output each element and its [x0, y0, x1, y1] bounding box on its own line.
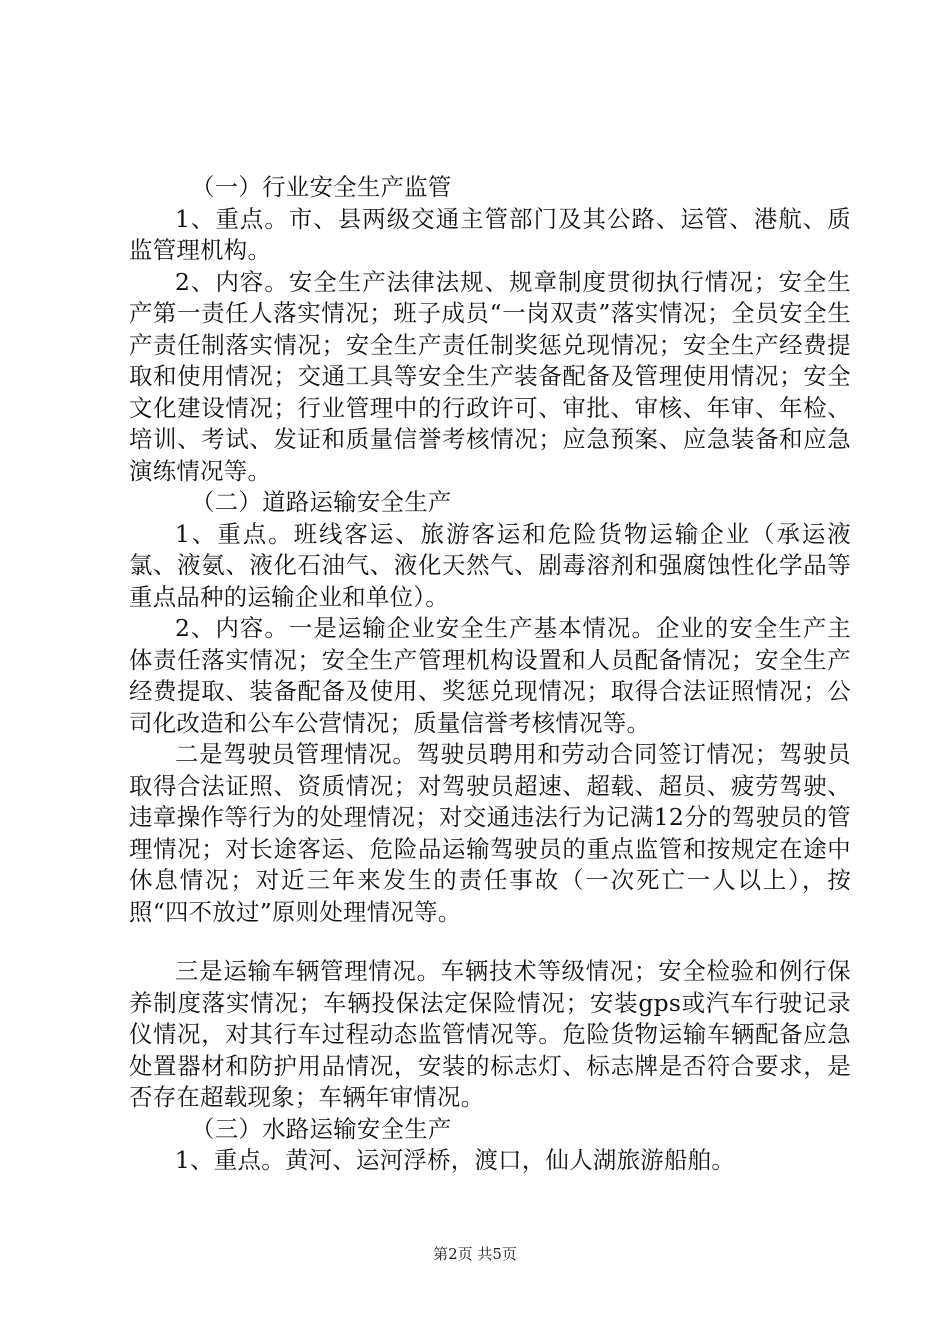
document-body — [129, 172, 851, 1177]
paragraph-content-road-enterprise: 2、内容。一是运输企业安全生产基本情况。企业的安全生产主体责任落实情况；安全生产管理机构设置和人员配备情况；安全生产经费提取、装备配备及使用、奖惩兑现情况；取得合法证照情况；公司化改造和公车公营情况；质量信誉考核情况等。 — [129, 614, 851, 737]
paragraph-focus-road: 1、重点。班线客运、旅游客运和危险货物运输企业（承运液氯、液氨、液化石油气、液化天然气、剧毒溶剂和强腐蚀性化学品等重点品种的运输企业和单位）。 — [129, 519, 851, 611]
section-heading-road-transport: （二）道路运输安全生产 — [191, 488, 452, 516]
paragraph-focus-industry: 1、重点。市、县两级交通主管部门及其公路、运管、港航、质监管理机构。 — [129, 204, 851, 264]
paragraph-driver-management: 二是驾驶员管理情况。驾驶员聘用和劳动合同签订情况；驾驶员取得合法证照、资质情况；对驾驶员超速、超载、超员、疲劳驾驶、违章操作等行为的处理情况；对交通违法行为记满12分的驾驶员的管理情况；对长途客运、危险品运输驾驶员的重点监管和按规定在途中休息情况；对近三年来发生的责任事故（一次死亡一人以上），按照“四不放过”原则处理情况等。 — [129, 740, 851, 926]
page-number-footer: 第2页 共5页 — [433, 1245, 517, 1263]
section-heading-waterway-transport: （三）水路运输安全生产 — [191, 1114, 452, 1143]
paragraph-focus-waterway: 1、重点。黄河、运河浮桥，渡口，仙人湖旅游船舶。 — [175, 1146, 736, 1174]
paragraph-content-industry: 2、内容。安全生产法律法规、规章制度贯彻执行情况；安全生产第一责任人落实情况；班子成员“一岗双责”落实情况；全员安全生产责任制落实情况；安全生产责任制奖惩兑现情况；安全生产经费提取和使用情况；交通工具等安全生产装备配备及管理使用情况；安全文化建设情况；行业管理中的行政许可、审批、审核、年审、年检、培训、考试、发证和质量信誉考核情况；应急预案、应急装备和应急演练情况等。 — [129, 267, 851, 485]
section-heading-industry-supervision: （一）行业安全生产监管 — [191, 173, 452, 201]
paragraph-vehicle-management: 三是运输车辆管理情况。车辆技术等级情况；安全检验和例行保养制度落实情况；车辆投保法定保险情况；安装gps或汽车行驶记录仪情况，对其行车过程动态监管情况等。危险货物运输车辆配备应急处置器材和防护用品情况，安装的标志灯、标志牌是否符合要求，是否存在超载现象；车辆年审情况。 — [129, 957, 851, 1111]
